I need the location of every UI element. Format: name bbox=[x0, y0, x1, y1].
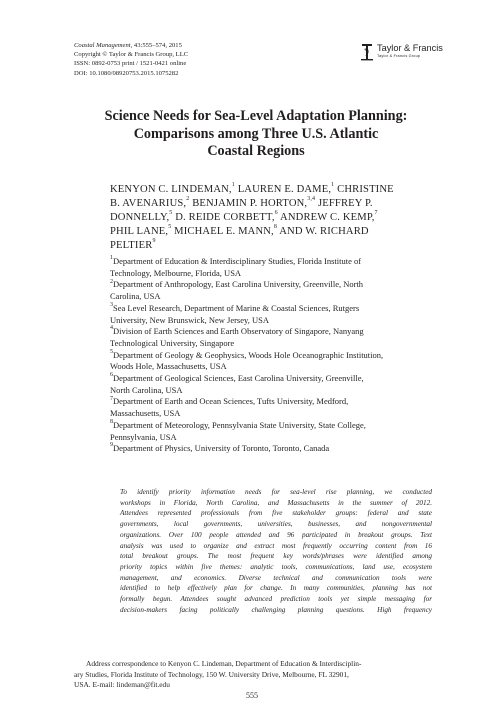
correspondence-line: Address correspondence to Kenyon C. Lindeman, Department of Education & Interdisciplin- bbox=[86, 659, 362, 668]
affiliation-7 bbox=[110, 396, 452, 419]
publisher-name: Taylor & Francis bbox=[377, 43, 443, 53]
author-affil-mark: 3,4 bbox=[307, 196, 316, 203]
affiliation-line: Technological University, Singapore bbox=[110, 337, 235, 348]
author-affil-mark: 6 bbox=[274, 210, 278, 217]
affiliation-line bbox=[110, 420, 452, 432]
author-affil-mark: 1 bbox=[231, 182, 235, 189]
affiliation-text: Department of Physics, University of Toronto, Toronto, Canada bbox=[113, 443, 330, 454]
affiliation-number: 7 bbox=[110, 395, 113, 402]
affiliation-text: Department of Anthropology, East Carolina University, Greenville, North bbox=[113, 279, 364, 290]
correspondence-line: ary Studies, Florida Institute of Technology, 150 W. University Drive, Melbourne, FL 32901, bbox=[74, 669, 349, 679]
author-affil-mark: 7 bbox=[374, 210, 378, 217]
affiliation-line bbox=[110, 303, 452, 315]
affiliation-line: Pennsylvania, USA bbox=[110, 431, 177, 442]
author-affil-mark: 9 bbox=[152, 238, 156, 245]
affiliation-line: Woods Hole, Massachusetts, USA bbox=[110, 361, 227, 372]
affiliation-line bbox=[110, 443, 452, 455]
affiliation-line: University, New Brunswick, New Jersey, USA bbox=[110, 314, 269, 325]
author-line bbox=[110, 211, 452, 225]
affiliation-number: 2 bbox=[110, 278, 113, 285]
affiliation-6 bbox=[110, 373, 452, 396]
abstract bbox=[120, 487, 432, 615]
author-affil-mark: 1 bbox=[331, 182, 335, 189]
author-name: AND W. RICHARD bbox=[277, 226, 369, 237]
affiliation-text: Department of Education & Interdisciplinary Studies, Florida Institute of bbox=[113, 256, 362, 266]
abstract-line: total breakout groups. The most frequent key words/phrases were identified among bbox=[120, 552, 432, 561]
affiliation-4 bbox=[110, 326, 452, 349]
journal-line-1 bbox=[74, 41, 334, 50]
author-name: B. AVENARIUS, bbox=[110, 198, 187, 209]
author-line bbox=[110, 197, 452, 211]
correspondence-note bbox=[74, 659, 454, 691]
author-name: BENJAMIN P. HORTON, bbox=[189, 198, 308, 209]
abstract-line: analysis was used to organize and extract most frequently occurring content from 16 bbox=[120, 541, 432, 550]
author-line bbox=[110, 225, 452, 239]
affiliation-line bbox=[110, 326, 452, 338]
page-number: 555 bbox=[246, 691, 258, 700]
publisher-tagline: Taylor & Francis Group bbox=[377, 54, 421, 58]
journal-copyright: Copyright © Taylor & Francis Group, LLC bbox=[74, 51, 189, 59]
author-name: LAUREN E. DAME, bbox=[234, 184, 332, 195]
abstract-line: To identify priority information needs for sea-level rise planning, we conducted bbox=[120, 488, 432, 496]
affiliation-list bbox=[110, 256, 452, 455]
affiliation-line: Technology, Melbourne, Florida, USA bbox=[110, 267, 242, 278]
affiliation-line: North Carolina, USA bbox=[110, 384, 183, 395]
abstract-line: Attendees represented professionals from five stakeholder groups: federal and state bbox=[120, 509, 432, 518]
journal-citation bbox=[74, 41, 334, 78]
affiliation-number: 5 bbox=[110, 348, 113, 355]
abstract-line: formally begun. Attendees sought advanced prediction tools yet simple messaging for bbox=[120, 595, 432, 604]
abstract-line: management, and economics. Diverse technical and communication tools were bbox=[120, 573, 432, 582]
author-name: KENYON C. LINDEMAN, bbox=[110, 184, 232, 195]
journal-doi: DOI: 10.1080/08920753.2015.1075282 bbox=[74, 69, 179, 77]
journal-issn: ISSN: 0892-0753 print / 1521-0421 online bbox=[74, 60, 187, 68]
affiliation-line bbox=[110, 279, 452, 291]
author-affil-mark: 2 bbox=[186, 196, 190, 203]
abstract-line: decision-makers facing politically challenging planning questions. High frequency bbox=[120, 605, 432, 614]
affiliation-text: Division of Earth Sciences and Earth Observatory of Singapore, Nanyang bbox=[113, 326, 364, 337]
affiliation-text: Department of Earth and Ocean Sciences, Tufts University, Medford, bbox=[113, 396, 349, 407]
journal-title: Coastal Management bbox=[74, 42, 131, 49]
author-affil-mark: 5 bbox=[169, 210, 173, 217]
affiliation-text: Department of Geology & Geophysics, Woods Hole Oceanographic Institution, bbox=[113, 349, 384, 360]
author-name: CHRISTINE bbox=[334, 184, 394, 195]
author-affil-mark: 5 bbox=[168, 224, 172, 231]
affiliation-line bbox=[110, 373, 452, 385]
affiliation-number: 4 bbox=[110, 325, 113, 332]
affiliation-1 bbox=[110, 256, 452, 279]
abstract-line: priority topics within five themes: analytic tools, communications, land use, ecosystem bbox=[120, 562, 432, 571]
affiliation-line bbox=[110, 256, 452, 268]
affiliation-2 bbox=[110, 279, 452, 302]
affiliation-9 bbox=[110, 443, 452, 455]
author-name: MICHAEL E. MANN, bbox=[171, 226, 274, 237]
abstract-line: workshops in Florida, North Carolina, and Massachusetts in the summer of 2012. bbox=[120, 498, 432, 507]
affiliation-3 bbox=[110, 303, 452, 326]
article-title bbox=[60, 108, 452, 161]
author-affil-mark: 8 bbox=[273, 224, 278, 231]
author-name: D. REIDE CORBETT, bbox=[172, 212, 275, 223]
author-list bbox=[110, 183, 452, 253]
author-name: ANDREW C. KEMP, bbox=[277, 212, 375, 223]
author-name: PELTIER bbox=[110, 240, 153, 251]
publisher-logo-icon bbox=[360, 43, 374, 61]
journal-volume-pages: , 43:555–574, 2015 bbox=[130, 42, 182, 49]
affiliation-number: 8 bbox=[110, 419, 113, 426]
affiliation-text: Department of Meteorology, Pennsylvania State University, State College, bbox=[113, 419, 366, 430]
affiliation-text: Department of Geological Sciences, East Carolina University, Greenville, bbox=[113, 373, 364, 384]
affiliation-number: 3 bbox=[110, 301, 113, 308]
author-line bbox=[110, 239, 452, 253]
affiliation-text: Sea Level Research, Department of Marine & Coastal Sciences, Rutgers bbox=[113, 302, 360, 313]
affiliation-line: Massachusetts, USA bbox=[110, 408, 181, 419]
affiliation-number: 1 bbox=[110, 255, 113, 262]
affiliation-line bbox=[110, 350, 452, 362]
correspondence-line: USA. E-mail: lindeman@fit.edu bbox=[74, 680, 170, 689]
author-name: JEFFREY P. bbox=[315, 198, 373, 209]
affiliation-line bbox=[110, 396, 452, 408]
affiliation-5 bbox=[110, 350, 452, 373]
title-line: Coastal Regions bbox=[207, 143, 305, 160]
affiliation-line: Carolina, USA bbox=[110, 291, 161, 302]
author-line bbox=[110, 183, 452, 197]
author-name: PHIL LANE, bbox=[110, 226, 169, 237]
publisher-logo bbox=[360, 42, 456, 66]
title-line: Comparisons among Three U.S. Atlantic bbox=[133, 125, 379, 142]
affiliation-8 bbox=[110, 420, 452, 443]
author-name: DONNELLY, bbox=[110, 212, 170, 223]
abstract-line: organizations. Over 100 people attended and 96 participated in breakout groups. Text bbox=[120, 530, 432, 539]
abstract-line: identified to help effectively plan for change. In many communities, planning has not bbox=[120, 584, 432, 593]
abstract-line: governments, local governments, universities, businesses, and nongovernmental bbox=[120, 520, 432, 529]
affiliation-number: 6 bbox=[110, 372, 113, 379]
affiliation-number: 9 bbox=[110, 442, 113, 449]
title-line: Science Needs for Sea-Level Adaptation Planning: bbox=[104, 108, 408, 124]
